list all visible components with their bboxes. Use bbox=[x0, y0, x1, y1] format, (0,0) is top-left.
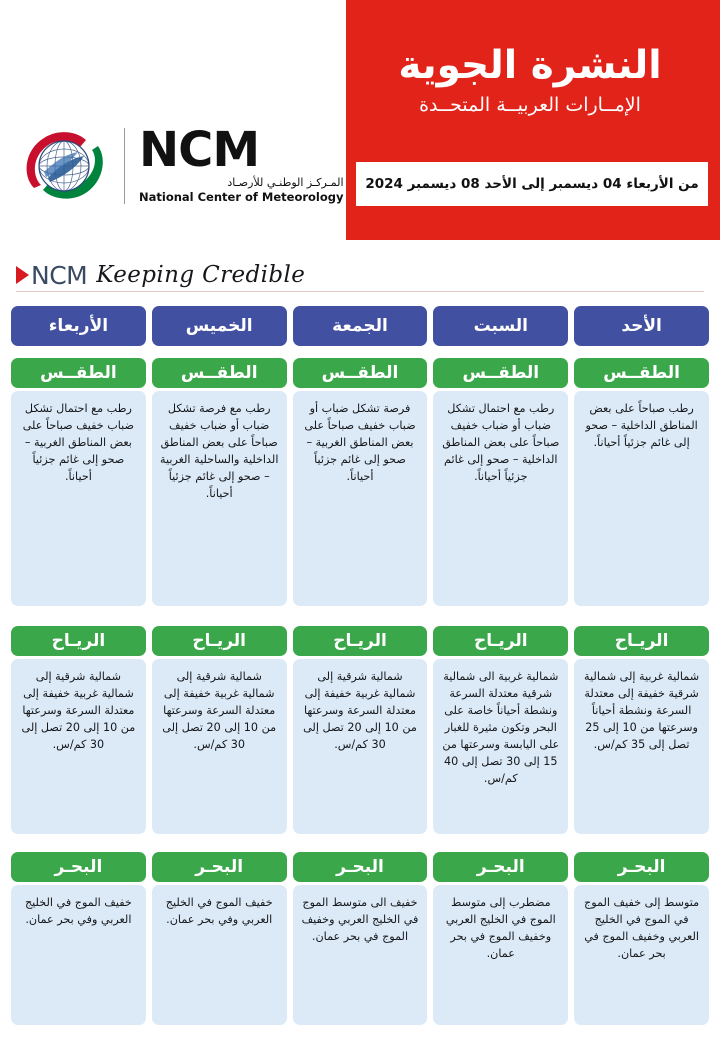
day-header[interactable]: الأربعاء bbox=[11, 306, 146, 346]
day-column bbox=[152, 306, 287, 1032]
sea-text: خفيف الموج في الخليج العربي وفي بحر عمان. bbox=[152, 885, 287, 1025]
day-column bbox=[11, 306, 146, 1032]
sea-section-header: البحـر bbox=[293, 852, 428, 882]
sea-section-header: البحـر bbox=[152, 852, 287, 882]
day-header[interactable]: الأحد bbox=[574, 306, 709, 346]
sea-text: متوسط إلى خفيف الموج في الموج في الخليج العربي وخفيف الموج في بحر عمان. bbox=[574, 885, 709, 1025]
date-range-text: من الأربعاء 04 ديسمبر إلى الأحد 08 ديسمبر 2024 bbox=[365, 176, 699, 192]
day-header[interactable]: السبت bbox=[433, 306, 568, 346]
sea-text: خفيف الموج في الخليج العربي وفي بحر عمان. bbox=[11, 885, 146, 1025]
bulletin-subtitle: الإمــارات العربيــة المتحــدة bbox=[419, 93, 641, 116]
day-column bbox=[433, 306, 568, 1032]
ncm-name-arabic: المـركـز الوطنـي للأرصـاد bbox=[227, 176, 344, 190]
wind-section-header: الريـاح bbox=[433, 626, 568, 656]
sea-text: مضطرب إلى متوسط الموج في الخليج العربي وخفيف الموج في بحر عمان. bbox=[433, 885, 568, 1025]
weather-text: رطب مع احتمال تشكل ضباب أو ضباب خفيف صباحاً على بعض المناطق الداخلية – صحو إلى غائم جزئياً أحياناً. bbox=[433, 391, 568, 606]
header-title-block bbox=[360, 44, 700, 118]
weather-section-header: الطقــس bbox=[152, 358, 287, 388]
weather-section-header: الطقــس bbox=[574, 358, 709, 388]
bulletin-title: النشرة الجوية bbox=[398, 43, 662, 88]
ncm-logo bbox=[18, 120, 344, 212]
forecast-grid bbox=[8, 306, 712, 1032]
wind-section-header: الريـاح bbox=[152, 626, 287, 656]
triangle-icon bbox=[16, 266, 29, 284]
header bbox=[0, 0, 720, 240]
tagline-divider bbox=[16, 291, 704, 292]
tagline-slogan: Keeping Credible bbox=[96, 262, 306, 288]
sea-section-header: البحـر bbox=[433, 852, 568, 882]
ncm-logo-text bbox=[124, 121, 344, 205]
wind-text: شمالية غربية إلى شمالية شرقية خفيفة إلى معتدلة السرعة ونشطة أحياناً وسرعتها من 10 إلى 25 تصل إلى 35 كم/س. bbox=[574, 659, 709, 834]
wind-text: شمالية شرقية إلى شمالية غربية خفيفة إلى معتدلة السرعة وسرعتها من 10 إلى 20 تصل إلى 30 كم/س. bbox=[11, 659, 146, 834]
date-range-strip bbox=[356, 162, 708, 206]
ncm-name-english: National Center of Meteorology bbox=[139, 190, 344, 205]
weather-text: فرصة تشكل ضباب أو ضباب خفيف صباحاً على بعض المناطق الغربية – صحو إلى غائم جزئياً أحياناً. bbox=[293, 391, 428, 606]
ncm-acronym: NCM bbox=[139, 121, 260, 178]
day-column bbox=[293, 306, 428, 1032]
wind-text: شمالية غربية الى شمالية شرقية معتدلة السرعة ونشطة أحياناً خاصة على البحر وتكون مثيرة للغبار على اليابسة وسرعتها من 15 إلى 30 تصل إلى 40 كم/س. bbox=[433, 659, 568, 834]
sea-section-header: البحـر bbox=[11, 852, 146, 882]
sea-text: خفيف الى متوسط الموج في الخليج العربي وخفيف الموج في بحر عمان. bbox=[293, 885, 428, 1025]
weather-text: رطب مع احتمال تشكل ضباب خفيف صباحاً على بعض المناطق الغربية – صحو إلى غائم جزئياً أحياناً. bbox=[11, 391, 146, 606]
wind-section-header: الريـاح bbox=[574, 626, 709, 656]
weather-section-header: الطقــس bbox=[433, 358, 568, 388]
day-column bbox=[574, 306, 709, 1032]
sea-section-header: البحـر bbox=[574, 852, 709, 882]
tagline-bar bbox=[16, 258, 704, 292]
wind-section-header: الريـاح bbox=[293, 626, 428, 656]
wind-text: شمالية شرقية إلى شمالية غربية خفيفة إلى معتدلة السرعة وسرعتها من 10 إلى 20 تصل إلى 30 كم/س. bbox=[293, 659, 428, 834]
wind-text: شمالية شرقية إلى شمالية غربية خفيفة إلى معتدلة السرعة وسرعتها من 10 إلى 20 تصل إلى 30 كم/س. bbox=[152, 659, 287, 834]
weather-section-header: الطقــس bbox=[293, 358, 428, 388]
wind-section-header: الريـاح bbox=[11, 626, 146, 656]
tagline-brand: NCM bbox=[31, 260, 88, 290]
weather-section-header: الطقــس bbox=[11, 358, 146, 388]
day-header[interactable]: الجمعة bbox=[293, 306, 428, 346]
weather-text: رطب صباحاً على بعض المناطق الداخلية – صحو إلى غائم جزئياً أحياناً. bbox=[574, 391, 709, 606]
ncm-globe-icon bbox=[18, 122, 110, 210]
weather-text: رطب مع فرصة تشكل ضباب أو ضباب خفيف صباحاً على بعض المناطق الداخلية والساحلية الغربية – صحو إلى غائم جزئياً أحياناً. bbox=[152, 391, 287, 606]
day-header[interactable]: الخميس bbox=[152, 306, 287, 346]
